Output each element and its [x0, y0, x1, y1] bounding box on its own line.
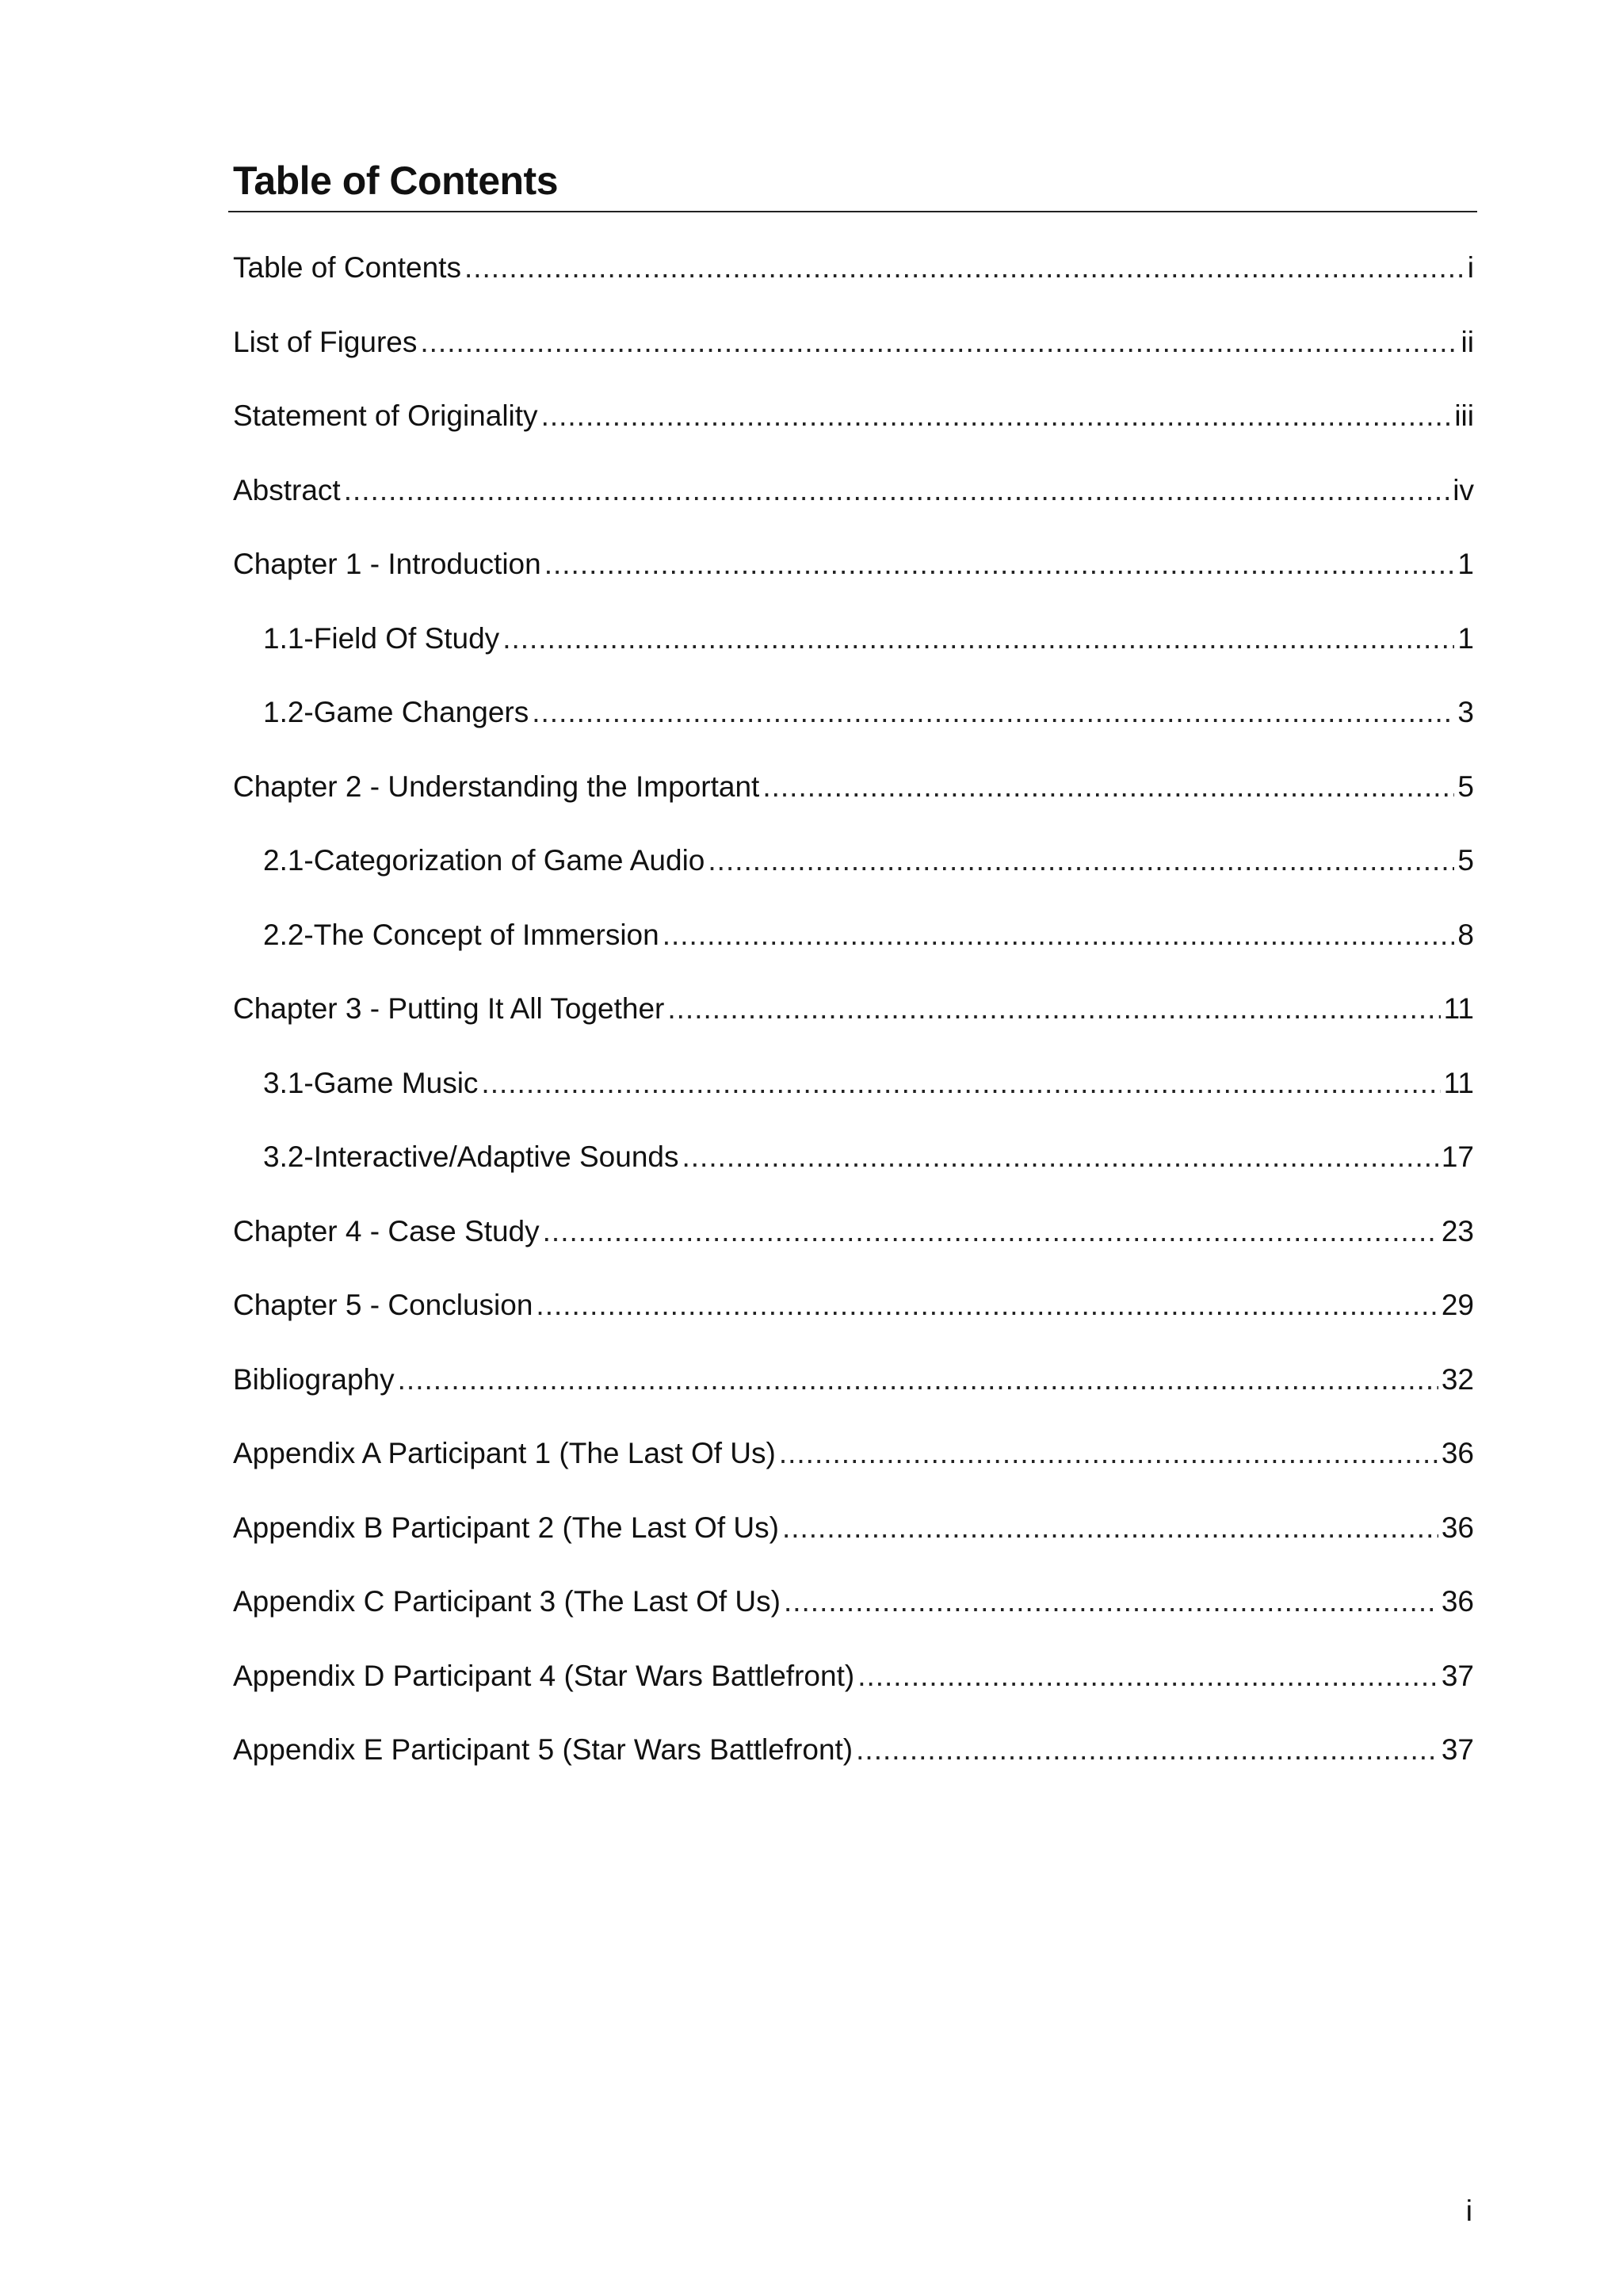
toc-entry-title: Chapter 3 - Putting It All Together	[233, 992, 665, 1025]
toc-entry-page-number: 17	[1441, 1140, 1474, 1173]
toc-list	[233, 246, 1474, 1802]
toc-entry-title: Chapter 2 - Understanding the Important	[233, 770, 760, 803]
dot-leader	[481, 1061, 1440, 1106]
toc-entry[interactable]	[233, 690, 1474, 765]
toc-entry-page-number: 1	[1457, 621, 1474, 655]
dot-leader	[532, 690, 1454, 735]
toc-entry-page-number: 8	[1457, 918, 1474, 951]
toc-entry-title: 1.2-Game Changers	[263, 696, 529, 728]
toc-entry[interactable]	[233, 1135, 1474, 1209]
dot-leader	[544, 542, 1455, 586]
toc-entry[interactable]	[233, 320, 1474, 395]
toc-entry-page-number: 36	[1441, 1437, 1474, 1469]
toc-entry-title: Appendix B Participant 2 (The Last Of Us)	[233, 1511, 779, 1544]
toc-entry[interactable]	[233, 1283, 1474, 1358]
dot-leader	[667, 987, 1440, 1031]
toc-entry-page-number: 11	[1443, 1066, 1474, 1099]
toc-entry-title: Appendix D Participant 4 (Star Wars Battlefront)	[233, 1659, 855, 1692]
toc-entry-title: Chapter 5 - Conclusion	[233, 1289, 533, 1321]
toc-entry[interactable]	[233, 1061, 1474, 1136]
toc-entry[interactable]	[233, 1358, 1474, 1432]
toc-entry-page-number: 5	[1457, 844, 1474, 877]
heading-rule	[228, 211, 1477, 212]
dot-leader	[857, 1654, 1438, 1698]
dot-leader	[663, 913, 1455, 957]
dot-leader	[541, 394, 1452, 438]
toc-entry[interactable]	[233, 1580, 1474, 1654]
toc-entry-page-number: i	[1467, 251, 1474, 284]
toc-entry-page-number: 36	[1441, 1511, 1474, 1544]
toc-entry[interactable]	[233, 1209, 1474, 1284]
toc-entry-page-number: 29	[1441, 1289, 1474, 1321]
toc-entry-title: Appendix C Participant 3 (The Last Of Us)	[233, 1585, 781, 1618]
dot-leader	[420, 320, 1457, 365]
toc-entry-title: 2.2-The Concept of Immersion	[263, 918, 659, 951]
toc-entry[interactable]	[233, 1431, 1474, 1506]
toc-entry[interactable]	[233, 839, 1474, 913]
dot-leader	[779, 1431, 1438, 1476]
toc-entry[interactable]	[233, 542, 1474, 617]
toc-heading: Table of Contents	[233, 159, 559, 203]
dot-leader	[784, 1580, 1438, 1624]
dot-leader	[398, 1358, 1438, 1402]
dot-leader	[464, 246, 1465, 290]
toc-entry-title: Bibliography	[233, 1362, 395, 1396]
toc-entry-title: Abstract	[233, 473, 341, 506]
toc-entry-page-number: 37	[1441, 1733, 1474, 1766]
toc-entry-page-number: iii	[1454, 399, 1474, 432]
toc-entry-title: 2.1-Categorization of Game Audio	[263, 844, 705, 877]
toc-entry-page-number: 1	[1457, 548, 1474, 580]
toc-entry-title: Appendix A Participant 1 (The Last Of Us)	[233, 1437, 776, 1469]
toc-entry[interactable]	[233, 617, 1474, 691]
toc-entry[interactable]	[233, 246, 1474, 320]
toc-entry[interactable]	[233, 1654, 1474, 1729]
toc-entry-page-number: 5	[1457, 770, 1474, 803]
toc-entry[interactable]	[233, 987, 1474, 1061]
toc-entry-page-number: ii	[1461, 325, 1474, 358]
dot-leader	[708, 839, 1454, 883]
dot-leader	[543, 1209, 1438, 1254]
toc-entry-page-number: 36	[1441, 1585, 1474, 1618]
dot-leader	[344, 468, 1450, 513]
toc-entry-title: 3.2-Interactive/Adaptive Sounds	[263, 1140, 679, 1173]
toc-entry-page-number: 3	[1457, 696, 1474, 728]
toc-entry-page-number: 37	[1441, 1659, 1474, 1692]
page-number: i	[1465, 2195, 1472, 2227]
toc-entry-page-number: 23	[1441, 1214, 1474, 1247]
toc-entry-page-number: 11	[1443, 992, 1474, 1025]
dot-leader	[782, 1506, 1438, 1550]
toc-entry-title: Chapter 1 - Introduction	[233, 548, 541, 580]
toc-entry-title: Statement of Originality	[233, 399, 538, 432]
dot-leader	[682, 1135, 1438, 1179]
toc-entry-title: 1.1-Field Of Study	[263, 621, 500, 655]
toc-entry-title: Appendix E Participant 5 (Star Wars Battlefront)	[233, 1733, 854, 1766]
dot-leader	[536, 1283, 1438, 1328]
toc-entry[interactable]	[233, 394, 1474, 468]
toc-entry[interactable]	[233, 913, 1474, 988]
toc-entry-title: 3.1-Game Music	[263, 1066, 479, 1099]
dot-leader	[762, 765, 1454, 809]
toc-entry[interactable]	[233, 1506, 1474, 1580]
dot-leader	[502, 617, 1454, 661]
toc-entry[interactable]	[233, 1728, 1474, 1802]
dot-leader	[856, 1728, 1438, 1772]
toc-entry-title: List of Figures	[233, 325, 418, 358]
toc-entry[interactable]	[233, 468, 1474, 543]
toc-entry-page-number: 32	[1441, 1362, 1474, 1396]
toc-entry[interactable]	[233, 765, 1474, 839]
toc-entry-page-number: iv	[1453, 473, 1474, 506]
toc-entry-title: Chapter 4 - Case Study	[233, 1214, 540, 1247]
toc-entry-title: Table of Contents	[233, 251, 461, 284]
